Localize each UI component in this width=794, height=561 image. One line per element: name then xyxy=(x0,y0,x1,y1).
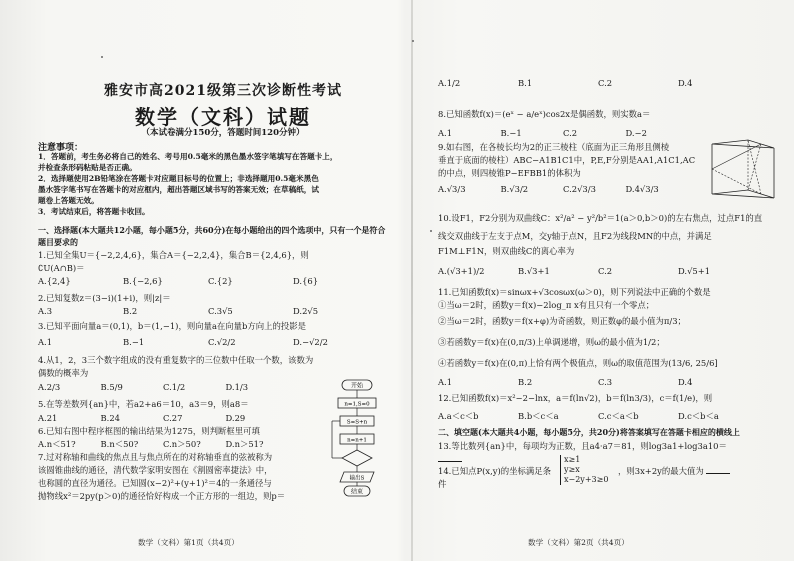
question-8-options xyxy=(438,128,688,138)
option-b: B.2 xyxy=(518,377,533,387)
option-c: C.3√5 xyxy=(208,306,233,316)
option-b: B.1 xyxy=(518,78,533,88)
option-b: B.−1 xyxy=(500,128,522,138)
option-a: A.1 xyxy=(438,128,453,138)
notice-line: 并检查条形码粘贴是否正确。 xyxy=(38,163,137,172)
question-9-cont: 垂直于底面的棱柱）ABC−A1B1C1中，P,E,F分别是AA1,A1C1,AC xyxy=(438,155,696,165)
scan-speck xyxy=(412,40,414,42)
question-7: 7.过对称轴和曲线的焦点且与焦点所在的对称轴垂直的弦被称为 xyxy=(38,452,273,462)
option-d: D.−2 xyxy=(625,128,647,138)
question-12-options xyxy=(438,410,758,422)
exam-subtitle: 数学（文科）试题 xyxy=(135,105,311,129)
question-11-options xyxy=(438,377,758,387)
constraint-3: x−2y+3≥0 xyxy=(564,475,609,484)
question-9-options xyxy=(438,184,688,194)
notice-heading: 注意事项： xyxy=(38,143,84,153)
program-flowchart xyxy=(328,378,388,498)
section-heading-choice: 一、选择题(本大题共12小题，每小题5分，共60分)在每小题给出的四个选项中，只有一个是符合题目要求的 xyxy=(38,225,386,247)
question-3: 3.已知平面向量a＝(0,1)，b＝(1,−1)，则向量a在向量b方向上的投影是 xyxy=(38,321,307,331)
question-11-item-1: ①当ω＝2时，函数y＝f(x)−2log_π x有且只有一个零点； xyxy=(438,300,655,310)
option-c: C.√2/2 xyxy=(208,337,236,347)
question-11-item-4: ④若函数y＝f(x)在(0,π)上恰有两个极值点，则ω的取值范围为(13/6, 25/6] xyxy=(438,358,718,368)
option-c: C.27 xyxy=(163,413,183,423)
question-2-options xyxy=(38,306,378,316)
constraint-2: y≥x xyxy=(564,465,580,474)
question-7-cont: 该圆锥曲线的通径，清代数学家明安图在《割圆密率捷法》中， xyxy=(38,465,273,475)
question-10-cont: F1M⊥F1N，则双曲线C的离心率为 xyxy=(438,246,575,256)
option-a: A.a＜c＜b xyxy=(438,411,479,421)
option-d: D.4 xyxy=(678,377,693,387)
flow-end-label: 结束 xyxy=(350,488,364,496)
scan-speck xyxy=(430,230,432,232)
question-4: 4.从1，2，3三个数字组成的没有重复数字的三位数中任取一个数，该数为 xyxy=(38,355,314,365)
option-d: D.1/3 xyxy=(225,382,249,392)
option-b: B.√3/2 xyxy=(500,184,529,194)
question-7-options xyxy=(438,78,758,88)
notice-line: 1．答题前，考生务必将自己的姓名、考号用0.5毫米的黑色墨水签字笔填写在答题卡上， xyxy=(38,152,338,161)
question-3-options xyxy=(38,337,378,347)
flow-decision xyxy=(342,450,372,466)
option-d: D.{6} xyxy=(293,276,319,286)
option-d: D.c＜b＜a xyxy=(678,411,719,421)
page-footer: 数学（文科）第1页（共4页） xyxy=(138,538,239,547)
option-a: A.√3/3 xyxy=(438,184,466,194)
question-10-options xyxy=(438,266,758,276)
question-9-cont: 的中点，则四棱锥P−EFBB1的体积为 xyxy=(438,168,581,178)
option-b: B.b＜c＜a xyxy=(518,411,559,421)
question-1-cont: ∁U(A∩B)＝ xyxy=(38,263,85,273)
flow-increment-label: n=n+1 xyxy=(347,437,367,444)
option-a: A.n＜51? xyxy=(38,439,76,449)
option-d: D.29 xyxy=(225,413,246,423)
question-11: 11.已知函数f(x)＝sinωx+√3cosωx(ω＞0)，则下列说法中正确的个数是 xyxy=(438,287,711,297)
option-c: C.{2} xyxy=(208,276,233,286)
question-12: 12.已知函数f(x)＝x²−2−lnx，a＝f(ln√2)，b＝f(ln3/3)，c＝f(1/e)，则 xyxy=(438,393,713,403)
option-b: B.2 xyxy=(123,306,138,316)
page-fold xyxy=(411,0,413,561)
question-6: 6.已知右图中程序框图的输出结果为1275，则判断框里可填 xyxy=(38,426,260,436)
question-2: 2.已知复数z＝(3−i)(1+i)，则|z|＝ xyxy=(38,293,171,303)
question-7-cont: 也称圆的直径为通径。已知圆(x−2)²+(y+1)²＝4的一条通径与 xyxy=(38,478,272,488)
triangular-prism-figure xyxy=(704,136,782,206)
flow-sum-label: S=S+n xyxy=(346,419,368,426)
constraint-1: x≥1 xyxy=(564,455,581,464)
answer-blank xyxy=(706,473,730,474)
option-a: A.1/2 xyxy=(438,78,461,88)
option-d: D.4√3/3 xyxy=(625,184,659,194)
question-1: 1.已知全集U＝{−2,2,4,6}，集合A＝{−2,2,4}，集合B＝{2,4,6}，则 xyxy=(38,250,309,260)
option-b: B.5/9 xyxy=(100,382,123,392)
notice-line: 2．选择题使用2B铅笔涂在答题卡对应题目标号的位置上；非选择题用0.5毫米黑色 xyxy=(38,174,319,183)
option-b: B.{−2,6} xyxy=(123,276,163,286)
question-1-options xyxy=(38,276,378,286)
option-d: D.−√2/2 xyxy=(293,337,328,347)
option-a: A.3 xyxy=(38,306,53,316)
option-d: D.n＞51? xyxy=(225,439,264,449)
option-c: C.2 xyxy=(563,128,578,138)
option-a: A.21 xyxy=(38,413,58,423)
question-14-text: ，则3x+2y的最大值为 xyxy=(618,466,704,476)
notice-line: 题卷上答题无效。 xyxy=(38,196,99,205)
question-9: 9.如右图，在各棱长均为2的正三棱柱（底面为正三角形且侧棱 xyxy=(438,142,670,152)
question-5-options xyxy=(38,413,288,423)
answer-blank xyxy=(438,461,462,462)
option-b: B.√3+1 xyxy=(518,266,550,276)
option-b: B.−1 xyxy=(123,337,145,347)
option-c: C.n＞50? xyxy=(163,439,201,449)
option-c: C.2 xyxy=(598,266,613,276)
option-a: A.(√3+1)/2 xyxy=(438,266,485,276)
constraint-system xyxy=(560,455,608,485)
question-10-cont: 线交双曲线于左支于点M，交y轴于点N，且F2为线段MN的中点，并满足 xyxy=(438,231,712,241)
question-5: 5.在等差数列{an}中，若a2+a6＝10，a3＝9，则a8＝ xyxy=(38,399,249,409)
question-11-item-3: ③若函数y＝f(x)在(0,π/3)上单调递增，则ω的最小值为1/2； xyxy=(438,337,665,347)
question-11-item-2: ②当ω＝2时，函数y＝f(x+φ)为奇函数，则正数φ的最小值为π/3； xyxy=(438,316,686,326)
question-14: 14.已知点P(x,y)的坐标满足条件 xyxy=(438,466,551,489)
question-13-text: 13.等比数列{an}中，每项均为正数，且a4·a7＝81，则log3a1+log3a10＝ xyxy=(438,441,727,451)
notice-line: 墨水签字笔书写在答题卡的对应框内，超出答题区域书写的答案无效；在草稿纸，试 xyxy=(38,185,319,194)
page-footer: 数学（文科）第2页（共4页） xyxy=(528,538,629,547)
question-8: 8.已知函数f(x)＝(eˣ − a/eˣ)cos2x是偶函数，则实数a＝ xyxy=(438,109,651,119)
question-6-options xyxy=(38,438,288,450)
option-a: A.2/3 xyxy=(38,382,61,392)
option-d: D.4 xyxy=(678,78,693,88)
option-d: D.√5+1 xyxy=(678,266,711,276)
notice-line: 3．考试结束后，将答题卡收回。 xyxy=(38,207,150,216)
flow-start-label: 开始 xyxy=(350,382,364,390)
flow-output-label: 输出S xyxy=(349,475,365,482)
flow-init-label: n=1,S=0 xyxy=(344,401,370,408)
option-a: A.1 xyxy=(438,377,453,387)
exam-page-1 xyxy=(38,0,410,561)
option-c: C.2 xyxy=(598,78,613,88)
option-c: C.3 xyxy=(598,377,613,387)
question-4-cont: 偶数的概率为 xyxy=(38,368,89,378)
question-10: 10.设F1，F2分别为双曲线C：x²/a² − y²/b²＝1(a＞0,b＞0)的左右焦点，过点F1的直 xyxy=(438,213,763,223)
option-c: C.c＜a＜b xyxy=(598,411,639,421)
option-a: A.1 xyxy=(38,337,53,347)
exam-note: （本试卷满分150分，答题时间120分钟） xyxy=(141,128,305,138)
option-c: C.2√3/3 xyxy=(563,184,596,194)
option-b: B.n＜50? xyxy=(100,439,139,449)
section-heading-fill: 二、填空题(本大题共4小题，每小题5分，共20分)将答案填写在答题卡相应的横线上 xyxy=(438,427,740,437)
question-7-cont: 抛物线x²＝2py(p＞0)的通径恰好构成一个正方形的一组边，则p＝ xyxy=(38,491,286,501)
option-d: D.2√5 xyxy=(293,306,319,316)
question-14-cont xyxy=(618,465,783,478)
option-a: A.{2,4} xyxy=(38,276,71,286)
question-4-options xyxy=(38,382,288,392)
option-c: C.1/2 xyxy=(163,382,186,392)
exam-title: 雅安市高2021级第三次诊断性考试 xyxy=(104,83,342,99)
option-b: B.24 xyxy=(100,413,120,423)
exam-page-2 xyxy=(438,0,788,561)
